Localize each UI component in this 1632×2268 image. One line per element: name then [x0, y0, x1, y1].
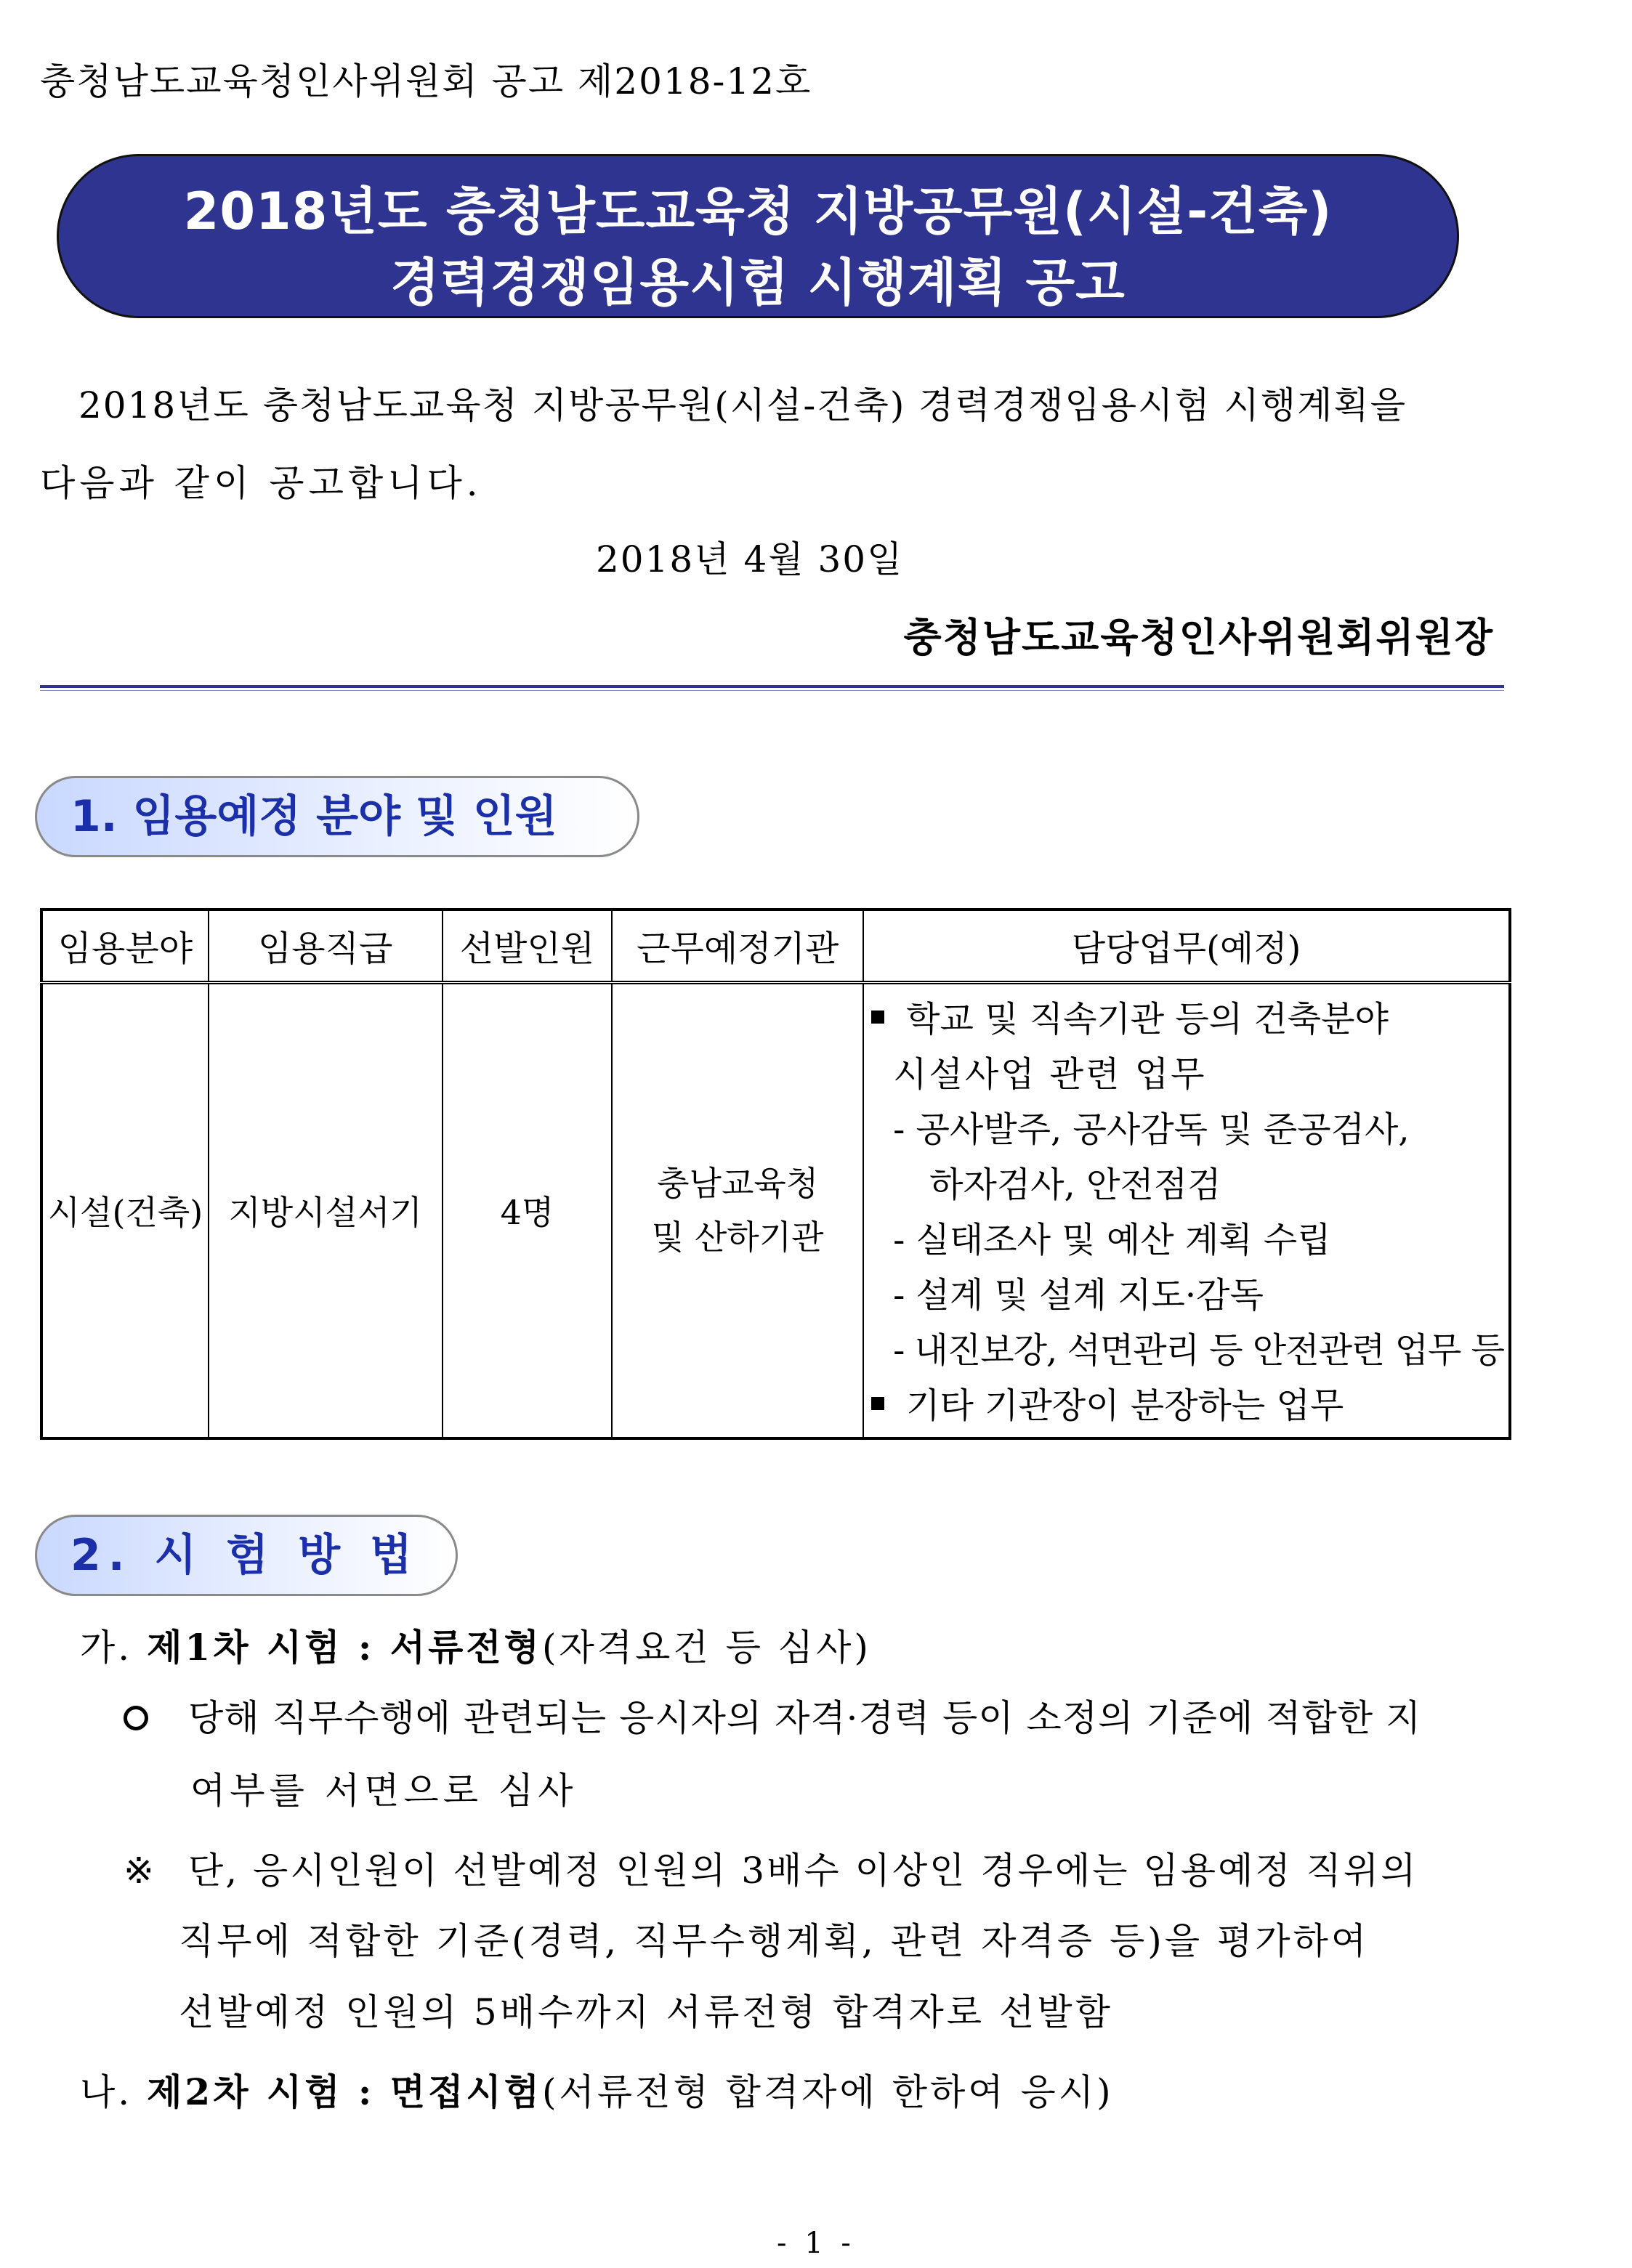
item-a-note-line-1 [124, 1842, 1418, 1894]
item-b-prefix: 나. [80, 2071, 133, 2113]
circle-bullet-icon [124, 1706, 148, 1730]
reference-mark-icon: ※ [124, 1850, 156, 1892]
duty-item: 하자검사, 안전점검 [929, 1164, 1221, 1205]
announcement-date: 2018년 4월 30일 [596, 538, 904, 580]
org-line-1: 충남교육청 [657, 1164, 819, 1204]
item-a-circle-line-1 [124, 1689, 1421, 1741]
signer: 충청남도교육청인사위원회위원장 [903, 614, 1494, 660]
divider [40, 685, 1504, 688]
duty-text: 학교 및 직속기관 등의 건축분야 [906, 998, 1389, 1040]
cell-grade: 지방시설서기 [209, 982, 443, 1438]
square-bullet-icon [871, 1011, 884, 1024]
header-count: 선발인원 [443, 910, 613, 982]
item-a-note-line-3: 선발예정 인원의 5배수까지 서류전형 합격자로 선발함 [179, 1991, 1113, 2033]
square-bullet-icon [871, 1397, 884, 1410]
table-row [41, 982, 1510, 1438]
item-b-heading [80, 2063, 1114, 2115]
table-header-row [41, 910, 1510, 982]
duty-item: - 공사발주, 공사감독 및 준공검사, [893, 1109, 1410, 1150]
cell-count: 4명 [443, 982, 613, 1438]
title-line-2: 경력경쟁임용시험 시행계획 공고 [390, 253, 1126, 312]
section-1-heading: 1. 임용예정 분야 및 인원 [35, 776, 639, 857]
title-line-1: 2018년도 충청남도교육청 지방공무원(시설-건축) [183, 182, 1333, 241]
cell-org [612, 982, 863, 1438]
intro-line-2: 다음과 같이 공고합니다. [40, 462, 482, 504]
org-line-2: 및 산하기관 [651, 1218, 824, 1257]
page-number: - 1 - [777, 2227, 855, 2260]
cell-field: 시설(건축) [41, 982, 209, 1438]
item-a-circle-line-2: 여부를 서면으로 심사 [190, 1770, 578, 1812]
duty-text: 기타 기관장이 분장하는 업무 [906, 1385, 1344, 1426]
item-a-note-line-2: 직무에 적합한 기준(경력, 직무수행계획, 관련 자격증 등)을 평가하여 [179, 1920, 1370, 1962]
notice-number: 충청남도교육청인사위원회 공고 제2018-12호 [40, 60, 812, 102]
duty-item: - 내진보강, 석면관리 등 안전관련 업무 등 [893, 1329, 1504, 1371]
header-field: 임용분야 [41, 910, 209, 982]
intro-line-1: 2018년도 충청남도교육청 지방공무원(시설-건축) 경력경쟁임용시험 시행계획을 [78, 384, 1407, 426]
item-a-heading [80, 1619, 871, 1671]
header-grade: 임용직급 [209, 910, 443, 982]
recruitment-table [40, 908, 1511, 1440]
title-banner [57, 154, 1459, 318]
cell-duties [863, 982, 1510, 1438]
section-2-heading: 2. 시 험 방 법 [35, 1515, 458, 1596]
divider-shadow [40, 690, 1504, 691]
duty-item: - 설계 및 설계 지도·감독 [893, 1274, 1264, 1316]
item-a-title: 제1차 시험 : 서류전형 [147, 1626, 542, 1669]
header-org: 근무예정기관 [612, 910, 863, 982]
duty-item [871, 1378, 1504, 1433]
item-b-detail: (서류전형 합격자에 한하여 응시) [541, 2071, 1114, 2113]
duty-item: - 실태조사 및 예산 계획 수립 [893, 1219, 1331, 1260]
duty-item: 시설사업 관련 업무 [893, 1053, 1207, 1095]
item-a-detail: (자격요건 등 심사) [541, 1627, 871, 1669]
duty-item [871, 992, 1504, 1047]
item-a-prefix: 가. [80, 1627, 133, 1669]
note-text: 단, 응시인원이 선발예정 인원의 3배수 이상인 경우에는 임용예정 직위의 [187, 1850, 1418, 1892]
circle-text: 당해 직무수행에 관련되는 응시자의 자격·경력 등이 소정의 기준에 적합한 지 [188, 1697, 1422, 1739]
item-b-title: 제2차 시험 : 면접시험 [147, 2070, 542, 2113]
header-duties: 담당업무(예정) [863, 910, 1510, 982]
